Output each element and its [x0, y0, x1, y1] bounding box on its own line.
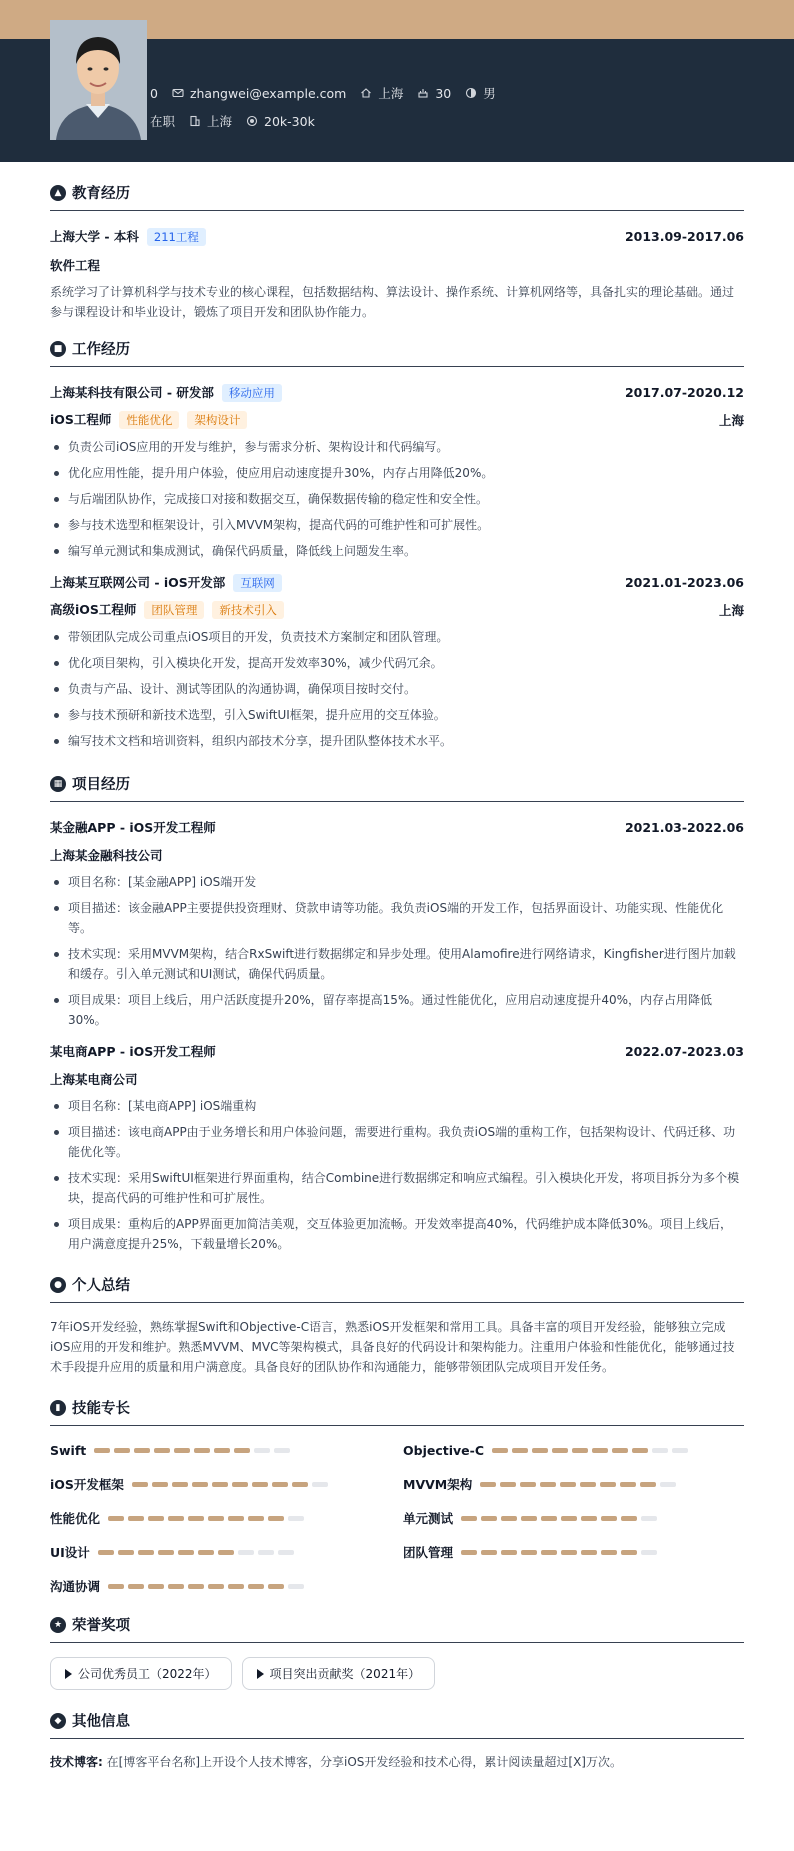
- skill-level-segment: [128, 1584, 144, 1589]
- skill-level-segment: [168, 1584, 184, 1589]
- skill-level-segment: [138, 1550, 154, 1555]
- skill-level-segment: [192, 1482, 208, 1487]
- skills-grid: [50, 1440, 744, 1596]
- section-title-summary: ● 个人总结: [50, 1274, 744, 1303]
- phone-value: 0: [150, 85, 158, 101]
- skill-level-segment: [152, 1482, 168, 1487]
- job-position: iOS工程师: [50, 412, 112, 427]
- award-chip: [50, 1657, 232, 1690]
- skill-level-segment: [278, 1550, 294, 1555]
- list-item: 项目成果：项目上线后，用户活跃度提升20%，留存率提高15%。通过性能优化，应用启动速度提升40%，内存占用降低30%。: [50, 990, 744, 1030]
- list-item: 负责与产品、设计、测试等团队的沟通协调，确保项目按时交付。: [50, 679, 744, 699]
- skill-level-segment: [621, 1550, 637, 1555]
- section-title-work: ■ 工作经历: [50, 338, 744, 367]
- skill-level-segment: [234, 1448, 250, 1453]
- skill-level-segment: [132, 1482, 148, 1487]
- list-item: 项目描述：该电商APP由于业务增长和用户体验问题，需要进行重构。我负责iOS端的重构工作，包括架构设计、代码迁移、功能优化等。: [50, 1122, 744, 1162]
- skill-level-segment: [98, 1550, 114, 1555]
- section-title-awards: ★ 荣誉奖项: [50, 1614, 744, 1643]
- skill-level-segment: [512, 1448, 528, 1453]
- skill-level-segment: [178, 1550, 194, 1555]
- job-entry: [50, 573, 744, 751]
- skill-item: [50, 1542, 403, 1562]
- skill-name: 团队管理: [403, 1545, 454, 1560]
- job-header: [50, 383, 744, 402]
- building-icon: [189, 115, 201, 127]
- list-item: 技术实现：采用SwiftUI框架进行界面重构，结合Combine进行数据绑定和响应式编程。引入模块化开发，将项目拆分为多个模块，提高代码的可维护性和可扩展性。: [50, 1168, 744, 1208]
- education-section: [50, 182, 744, 322]
- user-icon: ●: [50, 1277, 66, 1293]
- job-location: 上海: [718, 602, 744, 618]
- skill-level-segment: [248, 1584, 264, 1589]
- avatar-photo-icon: [50, 20, 147, 140]
- rocket-icon: ◆: [50, 1713, 66, 1729]
- location-value: 上海: [207, 114, 233, 129]
- skill-level-segment: [172, 1482, 188, 1487]
- skill-level-segment: [208, 1516, 224, 1521]
- skill-name: 单元测试: [403, 1511, 454, 1526]
- award-chip: [242, 1657, 436, 1690]
- job-duties: [50, 627, 744, 751]
- project-name: 某金融APP - iOS开发工程师: [50, 820, 216, 835]
- skill-level-segment: [572, 1448, 588, 1453]
- skill-level-segment: [541, 1550, 557, 1555]
- skill-level-segment: [632, 1448, 648, 1453]
- skills-section: [50, 1397, 744, 1596]
- education-major: 软件工程: [50, 258, 101, 273]
- skill-level-segment: [252, 1482, 268, 1487]
- salary-item: [246, 114, 315, 129]
- play-icon: [257, 1669, 264, 1679]
- gender-icon: [465, 87, 477, 99]
- education-row: [50, 227, 744, 246]
- skill-level-segment: [228, 1584, 244, 1589]
- home-icon: [360, 87, 372, 99]
- skill-level-segment: [272, 1482, 288, 1487]
- skill-item: [50, 1474, 403, 1494]
- skill-level-segment: [148, 1516, 164, 1521]
- awards-section: [50, 1614, 744, 1690]
- skill-name: iOS开发框架: [50, 1477, 124, 1492]
- job-position-row: [50, 600, 744, 619]
- job-position: 高级iOS工程师: [50, 602, 137, 617]
- skill-level-segment: [581, 1550, 597, 1555]
- briefcase-icon: ■: [50, 341, 66, 357]
- skill-level-segment: [501, 1516, 517, 1521]
- job-date: 2021.01-2023.06: [624, 575, 744, 590]
- bar-chart-icon: ▮: [50, 1400, 66, 1416]
- summary-section: [50, 1274, 744, 1377]
- skill-level-segment: [254, 1448, 270, 1453]
- age-value: 30: [435, 85, 452, 101]
- skill-level-bar: [492, 1448, 688, 1453]
- target-icon: [246, 115, 258, 127]
- status-value: 在职: [150, 114, 176, 129]
- skill-level-segment: [521, 1516, 537, 1521]
- skill-level-segment: [672, 1448, 688, 1453]
- skill-level-segment: [652, 1448, 668, 1453]
- skill-level-segment: [480, 1482, 496, 1487]
- skill-level-segment: [108, 1584, 124, 1589]
- company-tag: 互联网: [233, 574, 282, 592]
- play-icon: [65, 1669, 72, 1679]
- skill-level-segment: [198, 1550, 214, 1555]
- list-item: 项目描述：该金融APP主要提供投资理财、贷款申请等功能。我负责iOS端的开发工作，包括界面设计、功能实现、性能优化等。: [50, 898, 744, 938]
- skill-level-segment: [218, 1550, 234, 1555]
- skill-level-bar: [461, 1516, 657, 1521]
- gender-item: [465, 84, 496, 102]
- skill-tag: 性能优化: [119, 411, 179, 429]
- skill-level-bar: [132, 1482, 328, 1487]
- skill-level-segment: [600, 1482, 616, 1487]
- email-value: zhangwei@example.com: [189, 85, 347, 101]
- skill-level-segment: [561, 1550, 577, 1555]
- skill-level-segment: [640, 1482, 656, 1487]
- blog-text: 在[博客平台名称]上开设个人技术博客，分享iOS开发经验和技术心得，累计阅读量超过[X]万次。: [106, 1755, 622, 1769]
- skill-level-segment: [641, 1550, 657, 1555]
- skill-level-segment: [501, 1550, 517, 1555]
- skill-item: [403, 1440, 744, 1460]
- company-name: 上海某科技有限公司 - 研发部: [50, 385, 214, 400]
- salary-value: 20k-30k: [264, 113, 315, 129]
- other-section: [50, 1710, 744, 1770]
- list-item: 编写单元测试和集成测试，确保代码质量，降低线上问题发生率。: [50, 541, 744, 561]
- skill-name: 沟通协调: [50, 1579, 101, 1594]
- skill-level-segment: [288, 1516, 304, 1521]
- skill-level-segment: [540, 1482, 556, 1487]
- skill-level-segment: [108, 1516, 124, 1521]
- skill-level-segment: [232, 1482, 248, 1487]
- project-company: 上海某电商公司: [50, 1072, 138, 1087]
- award-label: 公司优秀员工（2022年）: [78, 1667, 217, 1681]
- avatar: [50, 20, 147, 140]
- skill-level-segment: [660, 1482, 676, 1487]
- project-date: 2021.03-2022.06: [624, 819, 744, 835]
- awards-list: [50, 1657, 744, 1690]
- skill-level-bar: [94, 1448, 290, 1453]
- skill-level-segment: [592, 1448, 608, 1453]
- age-item: [417, 86, 451, 101]
- city-item: [360, 84, 403, 102]
- job-date: 2017.07-2020.12: [624, 385, 744, 400]
- award-label: 项目突出贡献奖（2021年）: [269, 1667, 421, 1681]
- skill-level-segment: [118, 1550, 134, 1555]
- job-status-line: [150, 112, 315, 130]
- project-header: [50, 818, 744, 836]
- skill-level-segment: [312, 1482, 328, 1487]
- status-item: [150, 112, 175, 130]
- skill-level-segment: [520, 1482, 536, 1487]
- skill-level-segment: [128, 1516, 144, 1521]
- phone-item: [150, 86, 158, 101]
- skill-level-segment: [238, 1550, 254, 1555]
- job-location: 上海: [718, 412, 744, 428]
- skill-level-segment: [481, 1516, 497, 1521]
- list-item: 编写技术文档和培训资料，组织内部技术分享，提升团队整体技术水平。: [50, 731, 744, 751]
- skill-level-segment: [154, 1448, 170, 1453]
- skill-level-segment: [492, 1448, 508, 1453]
- graduation-cap-icon: ▲: [50, 185, 66, 201]
- skill-level-segment: [612, 1448, 628, 1453]
- skill-item: [403, 1542, 744, 1562]
- skill-name: UI设计: [50, 1545, 90, 1560]
- skill-item: [50, 1576, 403, 1596]
- skill-level-segment: [208, 1584, 224, 1589]
- skill-level-segment: [641, 1516, 657, 1521]
- skill-level-segment: [601, 1516, 617, 1521]
- skill-level-segment: [500, 1482, 516, 1487]
- medal-icon: ★: [50, 1617, 66, 1633]
- skill-level-segment: [194, 1448, 210, 1453]
- skill-level-bar: [461, 1550, 657, 1555]
- project-header: [50, 1042, 744, 1060]
- list-item: 参与技术选型和框架设计，引入MVVM架构，提高代码的可维护性和可扩展性。: [50, 515, 744, 535]
- blog-label: 技术博客:: [50, 1755, 103, 1769]
- work-section: [50, 338, 744, 751]
- job-position-row: [50, 410, 744, 429]
- skill-level-segment: [621, 1516, 637, 1521]
- skill-tag: 架构设计: [187, 411, 247, 429]
- list-item: 项目成果：重构后的APP界面更加简洁美观，交互体验更加流畅。开发效率提高40%，代码维护成本降低30%。项目上线后，用户满意度提升25%，下载量增长20%。: [50, 1214, 744, 1254]
- skill-level-bar: [108, 1516, 304, 1521]
- list-item: 参与技术预研和新技术选型，引入SwiftUI框架，提升应用的交互体验。: [50, 705, 744, 725]
- section-title-projects: ▦ 项目经历: [50, 773, 744, 802]
- section-title-other: ◆ 其他信息: [50, 1710, 744, 1739]
- company-tag: 移动应用: [222, 384, 282, 402]
- list-item: 技术实现：采用MVVM架构，结合RxSwift进行数据绑定和异步处理。使用Alamofire进行网络请求，Kingfisher进行图片加载和缓存。引入单元测试和UI测试，确保代码质量。: [50, 944, 744, 984]
- location-item: [189, 112, 232, 130]
- skill-level-segment: [212, 1482, 228, 1487]
- job-duties: [50, 437, 744, 561]
- skill-level-segment: [174, 1448, 190, 1453]
- skill-level-segment: [288, 1584, 304, 1589]
- education-date: 2013.09-2017.06: [624, 229, 744, 244]
- skill-level-segment: [114, 1448, 130, 1453]
- skill-level-segment: [188, 1584, 204, 1589]
- list-item: 负责公司iOS应用的开发与维护，参与需求分析、架构设计和代码编写。: [50, 437, 744, 457]
- skill-item: [403, 1474, 744, 1494]
- skill-level-segment: [228, 1516, 244, 1521]
- list-item: 项目名称：[某金融APP] iOS端开发: [50, 872, 744, 892]
- contact-line: [150, 84, 496, 102]
- skill-level-segment: [188, 1516, 204, 1521]
- skill-level-segment: [248, 1516, 264, 1521]
- skill-level-segment: [481, 1550, 497, 1555]
- skill-name: MVVM架构: [403, 1477, 473, 1492]
- school-tag: 211工程: [147, 228, 206, 246]
- skill-level-segment: [168, 1516, 184, 1521]
- job-entry: [50, 383, 744, 561]
- skill-level-segment: [134, 1448, 150, 1453]
- skill-level-segment: [560, 1482, 576, 1487]
- mail-icon: [172, 87, 184, 99]
- school-name: 上海大学 - 本科: [50, 229, 139, 244]
- skill-name: Swift: [50, 1442, 87, 1458]
- skill-level-bar: [108, 1584, 304, 1589]
- skill-level-segment: [214, 1448, 230, 1453]
- skill-level-segment: [292, 1482, 308, 1487]
- section-title-education: ▲ 教育经历: [50, 182, 744, 211]
- project-details: [50, 1096, 744, 1254]
- skill-tag: 新技术引入: [212, 601, 284, 619]
- project-name: 某电商APP - iOS开发工程师: [50, 1044, 216, 1059]
- list-item: 带领团队完成公司重点iOS项目的开发，负责技术方案制定和团队管理。: [50, 627, 744, 647]
- skill-level-segment: [532, 1448, 548, 1453]
- project-details: [50, 872, 744, 1030]
- skill-level-segment: [94, 1448, 110, 1453]
- education-desc: 系统学习了计算机科学与技术专业的核心课程，包括数据结构、算法设计、操作系统、计算机网络等，具备扎实的理论基础。通过参与课程设计和毕业设计，锻炼了项目开发和团队协作能力。: [50, 285, 735, 319]
- skill-level-bar: [98, 1550, 294, 1555]
- cake-icon: [417, 87, 429, 99]
- project-date: 2022.07-2023.03: [624, 1043, 744, 1059]
- skill-level-segment: [274, 1448, 290, 1453]
- skill-level-segment: [561, 1516, 577, 1521]
- list-item: 优化应用性能，提升用户体验，使应用启动速度提升30%，内存占用降低20%。: [50, 463, 744, 483]
- skill-level-bar: [480, 1482, 676, 1487]
- skill-level-segment: [580, 1482, 596, 1487]
- skill-name: Objective-C: [403, 1442, 484, 1458]
- skill-name: 性能优化: [50, 1511, 101, 1526]
- skill-level-segment: [268, 1516, 284, 1521]
- skill-level-segment: [581, 1516, 597, 1521]
- skill-level-segment: [158, 1550, 174, 1555]
- skill-level-segment: [461, 1516, 477, 1521]
- grid-icon: ▦: [50, 776, 66, 792]
- summary-text: 7年iOS开发经验，熟练掌握Swift和Objective-C语言，熟悉iOS开发框架和常用工具。具备丰富的项目开发经验，能够独立完成iOS应用的开发和维护。熟悉MVVM、MVC等架构模式，具备良好的代码设计和架构能力。注重用户体验和性能优化，能够通过技术手段提升应用的质量和用户满意度。具备良好的团队协作和沟通能力，能够带领团队完成项目开发任务。: [50, 1320, 735, 1374]
- skill-level-segment: [268, 1584, 284, 1589]
- blog-info: [50, 1753, 744, 1770]
- skill-tag: 团队管理: [144, 601, 204, 619]
- project-company: 上海某金融科技公司: [50, 848, 163, 863]
- list-item: 与后端团队协作，完成接口对接和数据交互，确保数据传输的稳定性和安全性。: [50, 489, 744, 509]
- skill-level-segment: [620, 1482, 636, 1487]
- skill-level-segment: [552, 1448, 568, 1453]
- list-item: 项目名称：[某电商APP] iOS端重构: [50, 1096, 744, 1116]
- resume-body: [50, 162, 744, 1770]
- project-entry: [50, 818, 744, 1030]
- city-value: 上海: [378, 86, 404, 101]
- skill-level-segment: [461, 1550, 477, 1555]
- skill-item: [50, 1508, 403, 1528]
- email-item: [172, 86, 346, 101]
- section-title-skills: ▮ 技能专长: [50, 1397, 744, 1426]
- skill-item: [403, 1508, 744, 1528]
- skill-level-segment: [258, 1550, 274, 1555]
- skill-level-segment: [601, 1550, 617, 1555]
- job-header: [50, 573, 744, 592]
- projects-section: [50, 773, 744, 1254]
- project-entry: [50, 1042, 744, 1254]
- list-item: 优化项目架构，引入模块化开发，提高开发效率30%，减少代码冗余。: [50, 653, 744, 673]
- company-name: 上海某互联网公司 - iOS开发部: [50, 575, 226, 590]
- skill-level-segment: [541, 1516, 557, 1521]
- skill-item: [50, 1440, 403, 1460]
- skill-level-segment: [148, 1584, 164, 1589]
- gender-value: 男: [483, 86, 496, 101]
- skill-level-segment: [521, 1550, 537, 1555]
